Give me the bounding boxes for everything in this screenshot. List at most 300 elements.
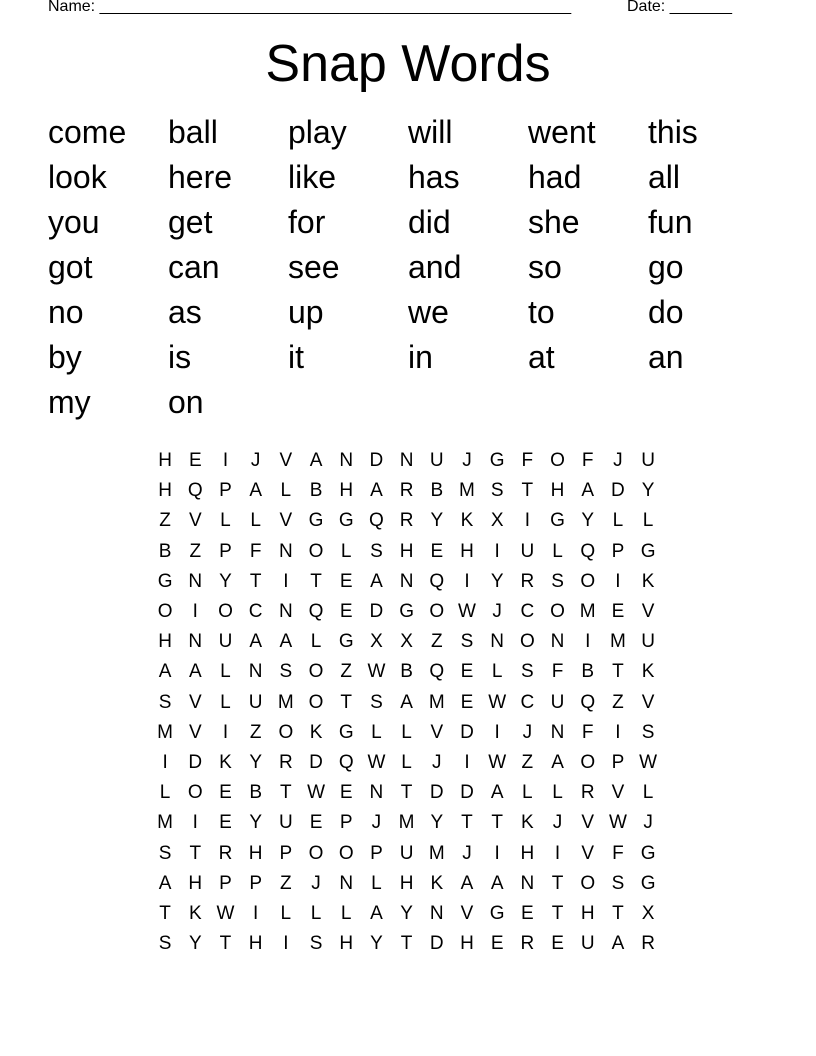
puzzle-letter[interactable]: N: [429, 902, 444, 924]
puzzle-letter[interactable]: E: [611, 601, 625, 623]
puzzle-letter[interactable]: J: [492, 601, 502, 623]
puzzle-letter[interactable]: L: [310, 902, 322, 924]
puzzle-letter[interactable]: T: [189, 842, 202, 864]
puzzle-letter[interactable]: L: [310, 631, 322, 653]
puzzle-letter[interactable]: F: [581, 721, 594, 743]
puzzle-letter[interactable]: T: [551, 902, 564, 924]
puzzle-letter[interactable]: Y: [490, 570, 504, 592]
puzzle-letter[interactable]: W: [458, 601, 476, 623]
puzzle-letter[interactable]: O: [580, 751, 596, 773]
date-field[interactable]: Date: _______: [627, 0, 732, 15]
puzzle-letter[interactable]: E: [219, 812, 232, 834]
puzzle-letter[interactable]: D: [429, 782, 444, 804]
puzzle-letter[interactable]: O: [338, 842, 354, 864]
puzzle-letter[interactable]: G: [640, 540, 656, 562]
puzzle-letter[interactable]: F: [249, 540, 262, 562]
word-bank-item: do: [648, 294, 684, 330]
puzzle-letter[interactable]: L: [340, 540, 352, 562]
puzzle-letter[interactable]: B: [400, 661, 413, 683]
puzzle-letter[interactable]: R: [278, 751, 293, 773]
puzzle-letter[interactable]: G: [489, 902, 505, 924]
puzzle-letter[interactable]: O: [550, 601, 565, 623]
puzzle-letter[interactable]: M: [157, 812, 173, 834]
puzzle-letter[interactable]: Y: [641, 480, 655, 502]
puzzle-letter[interactable]: Y: [581, 510, 595, 532]
puzzle-letter[interactable]: U: [429, 450, 444, 472]
puzzle-letter[interactable]: E: [460, 661, 474, 683]
puzzle-letter[interactable]: Z: [612, 691, 624, 713]
puzzle-letter[interactable]: R: [399, 480, 414, 502]
puzzle-letter[interactable]: L: [220, 661, 231, 683]
puzzle-letter[interactable]: Q: [429, 570, 445, 592]
puzzle-letter[interactable]: B: [430, 480, 444, 502]
puzzle-letter[interactable]: N: [550, 721, 565, 743]
puzzle-letter[interactable]: T: [400, 782, 413, 804]
puzzle-letter[interactable]: A: [490, 782, 504, 804]
puzzle-letter[interactable]: C: [248, 601, 263, 623]
puzzle-letter[interactable]: S: [370, 691, 383, 713]
puzzle-letter[interactable]: K: [309, 721, 323, 743]
puzzle-letter[interactable]: M: [157, 721, 173, 743]
puzzle-letter[interactable]: L: [522, 782, 533, 804]
puzzle-letter[interactable]: J: [371, 812, 382, 834]
puzzle-letter[interactable]: K: [460, 510, 474, 532]
puzzle-letter[interactable]: P: [611, 751, 625, 773]
puzzle-letter[interactable]: J: [462, 842, 472, 864]
puzzle-letter[interactable]: Q: [369, 510, 384, 532]
puzzle-letter[interactable]: V: [460, 902, 474, 924]
puzzle-letter[interactable]: S: [521, 661, 534, 683]
puzzle-letter[interactable]: B: [249, 782, 262, 804]
puzzle-letter[interactable]: A: [309, 450, 323, 472]
puzzle-letter[interactable]: U: [399, 842, 414, 864]
puzzle-letter[interactable]: B: [309, 480, 323, 502]
puzzle-letter[interactable]: G: [640, 842, 656, 864]
puzzle-letter[interactable]: K: [188, 902, 202, 924]
puzzle-letter[interactable]: F: [581, 450, 594, 472]
puzzle-letter[interactable]: I: [494, 842, 500, 864]
puzzle-letter[interactable]: N: [369, 782, 384, 804]
puzzle-letter[interactable]: N: [550, 631, 565, 653]
puzzle-letter[interactable]: H: [158, 480, 172, 502]
puzzle-letter[interactable]: E: [188, 450, 202, 472]
puzzle-letter[interactable]: Q: [580, 540, 596, 562]
puzzle-letter[interactable]: S: [370, 540, 383, 562]
puzzle-letter[interactable]: T: [612, 661, 624, 683]
puzzle-letter[interactable]: L: [612, 510, 624, 532]
puzzle-letter[interactable]: Z: [189, 540, 202, 562]
puzzle-letter[interactable]: W: [639, 751, 658, 773]
puzzle-letter[interactable]: A: [188, 661, 202, 683]
puzzle-letter[interactable]: S: [158, 691, 172, 713]
puzzle-letter[interactable]: H: [520, 842, 535, 864]
puzzle-letter[interactable]: J: [462, 450, 472, 472]
puzzle-letter[interactable]: L: [220, 691, 231, 713]
puzzle-letter[interactable]: T: [340, 691, 353, 713]
puzzle-letter[interactable]: N: [399, 450, 414, 472]
puzzle-letter[interactable]: N: [339, 872, 354, 894]
puzzle-letter[interactable]: J: [643, 812, 653, 834]
puzzle-letter[interactable]: O: [308, 661, 324, 683]
puzzle-letter[interactable]: E: [490, 933, 504, 955]
puzzle-letter[interactable]: A: [279, 631, 293, 653]
puzzle-letter[interactable]: W: [216, 902, 235, 924]
puzzle-letter[interactable]: M: [277, 691, 294, 713]
puzzle-letter[interactable]: L: [642, 782, 654, 804]
puzzle-letter[interactable]: L: [159, 782, 171, 804]
puzzle-letter[interactable]: X: [490, 510, 504, 532]
puzzle-letter[interactable]: G: [640, 872, 656, 894]
puzzle-letter[interactable]: D: [309, 751, 323, 773]
puzzle-letter[interactable]: Y: [400, 902, 413, 924]
puzzle-letter[interactable]: U: [218, 631, 233, 653]
puzzle-letter[interactable]: I: [615, 721, 621, 743]
puzzle-letter[interactable]: K: [430, 872, 444, 894]
puzzle-letter[interactable]: Q: [429, 661, 445, 683]
puzzle-letter[interactable]: F: [551, 661, 564, 683]
puzzle-letter[interactable]: R: [218, 842, 233, 864]
puzzle-letter[interactable]: Z: [249, 721, 262, 743]
puzzle-letter[interactable]: N: [248, 661, 263, 683]
puzzle-letter[interactable]: J: [552, 812, 563, 834]
puzzle-letter[interactable]: M: [579, 601, 596, 623]
puzzle-letter[interactable]: L: [552, 540, 563, 562]
puzzle-letter[interactable]: N: [278, 601, 293, 623]
puzzle-letter[interactable]: F: [521, 450, 534, 472]
puzzle-letter[interactable]: A: [158, 872, 172, 894]
puzzle-letter[interactable]: L: [552, 782, 563, 804]
puzzle-letter[interactable]: X: [641, 902, 655, 924]
puzzle-letter[interactable]: S: [611, 872, 625, 894]
puzzle-letter[interactable]: V: [611, 782, 625, 804]
word-bank-item: in: [408, 339, 433, 375]
puzzle-letter[interactable]: I: [192, 812, 198, 834]
puzzle-letter[interactable]: P: [219, 872, 232, 894]
puzzle-letter[interactable]: T: [159, 902, 171, 924]
puzzle-letter[interactable]: W: [307, 782, 325, 804]
puzzle-letter[interactable]: O: [157, 601, 173, 623]
puzzle-letter[interactable]: L: [371, 872, 382, 894]
puzzle-letter[interactable]: U: [641, 450, 655, 472]
puzzle-letter[interactable]: R: [580, 782, 595, 804]
puzzle-letter[interactable]: L: [371, 721, 382, 743]
word-bank-item: and: [408, 249, 462, 285]
puzzle-letter[interactable]: V: [581, 812, 595, 834]
puzzle-letter[interactable]: Z: [159, 510, 171, 532]
puzzle-letter[interactable]: P: [370, 842, 383, 864]
puzzle-letter[interactable]: E: [551, 933, 564, 955]
puzzle-letter[interactable]: P: [249, 872, 262, 894]
puzzle-letter[interactable]: V: [188, 721, 202, 743]
puzzle-letter[interactable]: J: [432, 751, 442, 773]
puzzle-letter[interactable]: L: [401, 721, 412, 743]
puzzle-letter[interactable]: E: [339, 570, 353, 592]
puzzle-letter[interactable]: E: [339, 601, 353, 623]
puzzle-letter[interactable]: Q: [187, 480, 203, 502]
puzzle-letter[interactable]: G: [338, 721, 354, 743]
puzzle-letter[interactable]: N: [520, 872, 535, 894]
puzzle-letter[interactable]: D: [429, 933, 444, 955]
puzzle-letter[interactable]: L: [280, 902, 292, 924]
puzzle-letter[interactable]: J: [250, 450, 261, 472]
puzzle-letter[interactable]: G: [550, 510, 565, 532]
puzzle-letter[interactable]: P: [219, 540, 232, 562]
puzzle-letter[interactable]: A: [158, 661, 172, 683]
puzzle-letter[interactable]: D: [460, 782, 474, 804]
word-bank-item: at: [528, 339, 555, 375]
puzzle-letter[interactable]: L: [280, 480, 292, 502]
puzzle-letter[interactable]: G: [308, 510, 324, 532]
puzzle-letter[interactable]: H: [399, 872, 414, 894]
puzzle-letter[interactable]: A: [370, 570, 383, 592]
puzzle-letter[interactable]: K: [219, 751, 232, 773]
puzzle-letter[interactable]: O: [278, 721, 294, 743]
puzzle-letter[interactable]: I: [464, 751, 470, 773]
puzzle-letter[interactable]: O: [519, 631, 535, 653]
puzzle-letter[interactable]: K: [521, 812, 534, 834]
puzzle-letter[interactable]: L: [250, 510, 261, 532]
puzzle-letter[interactable]: V: [188, 510, 202, 532]
puzzle-letter[interactable]: C: [520, 691, 535, 713]
puzzle-letter[interactable]: O: [308, 540, 324, 562]
puzzle-letter[interactable]: S: [490, 480, 504, 502]
puzzle-letter[interactable]: M: [459, 480, 475, 502]
puzzle-letter[interactable]: H: [158, 631, 172, 653]
puzzle-letter[interactable]: V: [279, 510, 293, 532]
puzzle-letter[interactable]: E: [430, 540, 444, 562]
puzzle-letter[interactable]: G: [338, 631, 354, 653]
puzzle-letter[interactable]: I: [494, 721, 500, 743]
puzzle-letter[interactable]: Q: [308, 601, 324, 623]
word-bank-item: this: [648, 114, 698, 150]
puzzle-letter[interactable]: P: [339, 812, 353, 834]
puzzle-letter[interactable]: V: [279, 450, 293, 472]
puzzle-letter[interactable]: P: [611, 540, 625, 562]
puzzle-letter[interactable]: E: [219, 782, 232, 804]
puzzle-letter[interactable]: N: [278, 540, 293, 562]
puzzle-letter[interactable]: M: [398, 812, 415, 834]
puzzle-letter[interactable]: D: [369, 450, 384, 472]
puzzle-letter[interactable]: T: [551, 872, 564, 894]
puzzle-letter[interactable]: A: [249, 631, 262, 653]
puzzle-letter[interactable]: I: [615, 570, 621, 592]
puzzle-letter[interactable]: E: [339, 782, 353, 804]
puzzle-letter[interactable]: O: [580, 570, 596, 592]
puzzle-letter[interactable]: T: [249, 570, 262, 592]
puzzle-letter[interactable]: I: [253, 902, 259, 924]
puzzle-letter[interactable]: Y: [370, 933, 383, 955]
puzzle-letter[interactable]: T: [400, 933, 413, 955]
puzzle-letter[interactable]: T: [461, 812, 473, 834]
puzzle-letter[interactable]: V: [641, 691, 655, 713]
puzzle-letter[interactable]: A: [490, 872, 504, 894]
puzzle-letter[interactable]: C: [520, 601, 535, 623]
puzzle-letter[interactable]: H: [188, 872, 203, 894]
puzzle-letter[interactable]: P: [219, 480, 232, 502]
puzzle-letter[interactable]: W: [367, 751, 386, 773]
puzzle-letter[interactable]: W: [488, 751, 507, 773]
puzzle-letter[interactable]: T: [310, 570, 322, 592]
puzzle-letter[interactable]: K: [641, 570, 655, 592]
puzzle-letter[interactable]: E: [309, 812, 323, 834]
word-bank: [48, 110, 768, 425]
puzzle-letter[interactable]: T: [612, 902, 624, 924]
puzzle-letter[interactable]: J: [613, 450, 623, 472]
puzzle-letter[interactable]: Y: [249, 751, 262, 773]
puzzle-letter[interactable]: Y: [430, 812, 444, 834]
puzzle-letter[interactable]: W: [608, 812, 627, 834]
puzzle-letter[interactable]: Y: [219, 570, 232, 592]
puzzle-letter[interactable]: I: [192, 601, 198, 623]
puzzle-letter[interactable]: G: [157, 570, 173, 592]
puzzle-letter[interactable]: O: [308, 691, 324, 713]
puzzle-letter[interactable]: Q: [338, 751, 354, 773]
puzzle-letter[interactable]: O: [308, 842, 324, 864]
puzzle-letter[interactable]: E: [460, 691, 474, 713]
puzzle-letter[interactable]: A: [460, 872, 474, 894]
puzzle-letter[interactable]: A: [370, 902, 383, 924]
puzzle-letter[interactable]: I: [222, 450, 229, 472]
puzzle-letter[interactable]: O: [550, 450, 565, 472]
puzzle-letter[interactable]: V: [188, 691, 202, 713]
puzzle-letter[interactable]: I: [494, 540, 500, 562]
puzzle-letter[interactable]: S: [158, 933, 172, 955]
puzzle-letter[interactable]: N: [188, 570, 203, 592]
puzzle-letter[interactable]: S: [279, 661, 293, 683]
puzzle-letter[interactable]: U: [580, 933, 595, 955]
puzzle-letter[interactable]: Y: [430, 510, 444, 532]
puzzle-letter[interactable]: W: [367, 661, 386, 683]
puzzle-letter[interactable]: U: [641, 631, 655, 653]
puzzle-letter[interactable]: Z: [521, 751, 534, 773]
puzzle-letter[interactable]: O: [580, 872, 596, 894]
puzzle-letter[interactable]: B: [581, 661, 595, 683]
puzzle-letter[interactable]: H: [248, 842, 263, 864]
puzzle-letter[interactable]: W: [488, 691, 507, 713]
word-bank-item: to: [528, 294, 555, 330]
puzzle-letter[interactable]: F: [612, 842, 624, 864]
puzzle-letter[interactable]: M: [609, 631, 626, 653]
puzzle-letter[interactable]: U: [248, 691, 263, 713]
puzzle-letter[interactable]: P: [279, 842, 293, 864]
puzzle-letter[interactable]: S: [641, 721, 655, 743]
puzzle-letter[interactable]: D: [611, 480, 625, 502]
puzzle-letter[interactable]: A: [611, 933, 625, 955]
puzzle-letter[interactable]: N: [339, 450, 354, 472]
puzzle-letter[interactable]: Z: [280, 872, 292, 894]
puzzle-letter[interactable]: Y: [249, 812, 262, 834]
puzzle-letter[interactable]: V: [430, 721, 444, 743]
puzzle-letter[interactable]: N: [188, 631, 203, 653]
puzzle-letter[interactable]: K: [641, 661, 655, 683]
puzzle-letter[interactable]: I: [283, 933, 289, 955]
puzzle-letter[interactable]: I: [222, 721, 229, 743]
puzzle-letter[interactable]: Z: [340, 661, 353, 683]
puzzle-letter[interactable]: D: [188, 751, 203, 773]
puzzle-letter[interactable]: Q: [580, 691, 596, 713]
puzzle-letter[interactable]: H: [158, 450, 172, 472]
puzzle-letter[interactable]: E: [521, 902, 534, 924]
puzzle-letter[interactable]: G: [489, 450, 505, 472]
puzzle-letter[interactable]: U: [520, 540, 535, 562]
puzzle-letter[interactable]: H: [460, 933, 474, 955]
puzzle-letter[interactable]: L: [491, 661, 503, 683]
puzzle-letter[interactable]: G: [338, 510, 354, 532]
puzzle-letter[interactable]: H: [339, 480, 354, 502]
puzzle-letter[interactable]: I: [464, 570, 470, 592]
puzzle-letter[interactable]: Y: [188, 933, 202, 955]
puzzle-letter[interactable]: I: [524, 510, 530, 532]
puzzle-letter[interactable]: O: [218, 601, 233, 623]
puzzle-letter[interactable]: X: [370, 631, 383, 653]
puzzle-letter[interactable]: X: [400, 631, 413, 653]
puzzle-letter[interactable]: H: [248, 933, 263, 955]
puzzle-letter[interactable]: D: [369, 601, 384, 623]
puzzle-letter[interactable]: S: [551, 570, 564, 592]
puzzle-letter[interactable]: J: [522, 721, 533, 743]
puzzle-letter[interactable]: A: [551, 751, 564, 773]
puzzle-letter[interactable]: H: [339, 933, 354, 955]
puzzle-letter[interactable]: M: [428, 842, 445, 864]
puzzle-letter[interactable]: G: [399, 601, 414, 623]
puzzle-letter[interactable]: U: [550, 691, 565, 713]
puzzle-letter[interactable]: L: [340, 902, 352, 924]
puzzle-letter[interactable]: B: [158, 540, 172, 562]
puzzle-letter[interactable]: Z: [430, 631, 443, 653]
puzzle-letter[interactable]: H: [550, 480, 565, 502]
puzzle-letter[interactable]: I: [162, 751, 168, 773]
puzzle-letter[interactable]: L: [220, 510, 231, 532]
puzzle-letter[interactable]: J: [311, 872, 321, 894]
puzzle-letter[interactable]: A: [370, 480, 383, 502]
puzzle-letter[interactable]: T: [521, 480, 534, 502]
puzzle-letter[interactable]: S: [460, 631, 474, 653]
puzzle-letter[interactable]: I: [283, 570, 289, 592]
puzzle-letter[interactable]: H: [580, 902, 595, 924]
name-field[interactable]: Name: _____________________________________________________: [48, 0, 572, 15]
puzzle-letter[interactable]: L: [642, 510, 654, 532]
puzzle-letter[interactable]: R: [399, 510, 414, 532]
puzzle-letter[interactable]: N: [399, 570, 414, 592]
puzzle-letter[interactable]: M: [428, 691, 445, 713]
puzzle-letter[interactable]: I: [585, 631, 591, 653]
puzzle-letter[interactable]: S: [309, 933, 323, 955]
puzzle-letter[interactable]: T: [280, 782, 292, 804]
puzzle-letter[interactable]: S: [158, 842, 172, 864]
puzzle-letter[interactable]: N: [490, 631, 505, 653]
puzzle-letter[interactable]: H: [460, 540, 474, 562]
puzzle-letter[interactable]: D: [460, 721, 474, 743]
puzzle-letter[interactable]: V: [581, 842, 595, 864]
word-bank-item: will: [408, 114, 453, 150]
puzzle-letter[interactable]: V: [641, 601, 655, 623]
puzzle-letter[interactable]: R: [520, 933, 535, 955]
puzzle-letter[interactable]: R: [520, 570, 535, 592]
puzzle-letter[interactable]: U: [278, 812, 293, 834]
puzzle-letter[interactable]: A: [249, 480, 262, 502]
puzzle-letter[interactable]: A: [581, 480, 595, 502]
puzzle-letter[interactable]: O: [187, 782, 203, 804]
puzzle-letter[interactable]: R: [641, 933, 655, 955]
puzzle-letter[interactable]: H: [399, 540, 414, 562]
word-bank-item: got: [48, 249, 93, 285]
puzzle-letter[interactable]: O: [429, 601, 445, 623]
puzzle-letter[interactable]: L: [401, 751, 412, 773]
puzzle-letter[interactable]: I: [554, 842, 561, 864]
puzzle-letter[interactable]: A: [400, 691, 413, 713]
puzzle-letter[interactable]: T: [491, 812, 503, 834]
puzzle-letter[interactable]: T: [219, 933, 232, 955]
